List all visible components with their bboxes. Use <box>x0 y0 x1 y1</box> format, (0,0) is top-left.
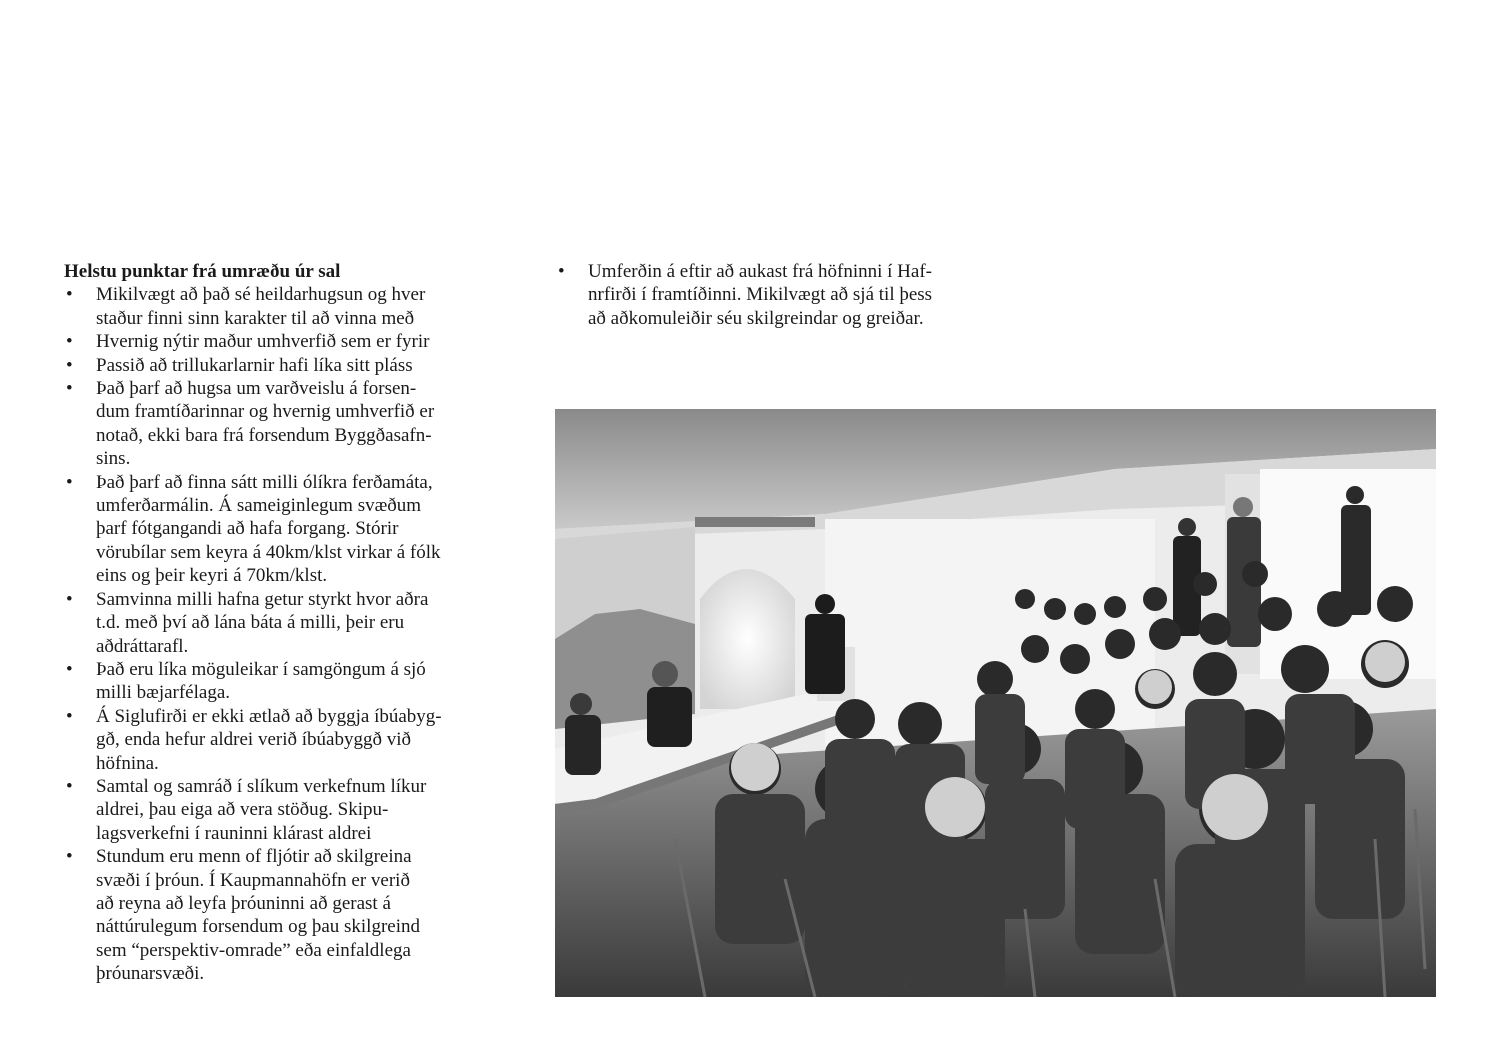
bullet-line: eins og þeir keyri á 70km/klst. <box>96 565 328 587</box>
bullet-line: t.d. með því að lána báta á milli, þeir eru <box>96 612 405 634</box>
right-bullet-list <box>556 260 996 330</box>
bullet-line: vörubílar sem keyra á 40km/klst virkar á fólk <box>96 541 441 563</box>
bullet-item <box>64 658 504 705</box>
bullet-line: Samvinna milli hafna getur styrkt hvor aðra <box>96 588 429 610</box>
bullet-line: nrfirði í framtíðinni. Mikilvægt að sjá til þess <box>588 284 933 306</box>
bullet-item <box>64 588 504 658</box>
bullet-line: Það þarf að hugsa um varðveislu á forsen- <box>96 378 417 400</box>
bullet-item <box>64 283 504 330</box>
left-text-column <box>64 260 504 986</box>
bullet-item <box>64 845 504 985</box>
bullet-item <box>64 330 504 353</box>
meeting-photo-illustration <box>555 409 1436 997</box>
bullet-line: Á Siglufirði er ekki ætlað að byggja íbúabyg- <box>96 705 442 727</box>
bullet-item <box>64 705 504 775</box>
bullet-line: umferðarmálin. Á sameiginlegum svæðum <box>96 495 422 517</box>
bullet-line: svæði í þróun. Í Kaupmannahöfn er verið <box>96 869 410 891</box>
bullet-item <box>556 260 996 330</box>
bullet-line: að reyna að leyfa þróuninni að gerast á <box>96 892 391 914</box>
bullet-line: þróunarsvæði. <box>96 963 205 985</box>
bullet-line: milli bæjarfélaga. <box>96 682 231 704</box>
bullet-line: Samtal og samráð í slíkum verkefnum líkur <box>96 775 427 797</box>
bullet-line: náttúrulegum forsendum og þau skilgreind <box>96 916 420 938</box>
bullet-line: aðdráttarafl. <box>96 635 189 657</box>
bullet-line: sem “perspektiv-omrade” eða einfaldlega <box>96 939 411 961</box>
bullet-item <box>64 471 504 588</box>
bullet-line: staður finni sinn karakter til að vinna með <box>96 307 415 329</box>
bullet-line: Hvernig nýtir maður umhverfið sem er fyrir <box>96 331 430 353</box>
bullet-item <box>64 354 504 377</box>
bullet-line: notað, ekki bara frá forsendum Byggðasafn- <box>96 424 432 446</box>
bullet-line: Það þarf að finna sátt milli ólíkra ferðamáta, <box>96 471 433 493</box>
bullet-line: Umferðin á eftir að aukast frá höfninni í Haf- <box>588 261 932 282</box>
bullet-item <box>64 775 504 845</box>
bullet-line: sins. <box>96 448 131 470</box>
bullet-line: Mikilvægt að það sé heildarhugsun og hver <box>96 284 426 306</box>
bullet-line: Passið að trillukarlarnir hafi líka sitt pláss <box>96 354 413 376</box>
left-bullet-list <box>64 283 504 985</box>
bullet-line: Stundum eru menn of fljótir að skilgreina <box>96 846 412 868</box>
bullet-line: höfnina. <box>96 752 159 774</box>
section-heading: Helstu punktar frá umræðu úr sal <box>64 261 341 282</box>
right-text-column <box>556 260 996 330</box>
bullet-line: lagsverkefni í rauninni klárast aldrei <box>96 822 372 844</box>
bullet-line: þarf fótgangandi að hafa forgang. Stórir <box>96 518 399 540</box>
bullet-line: að aðkomuleiðir séu skilgreindar og greiðar. <box>588 307 924 329</box>
meeting-photo <box>555 409 1436 997</box>
bullet-item <box>64 377 504 471</box>
bullet-line: aldrei, þau eiga að vera stöðug. Skipu- <box>96 799 389 821</box>
bullet-line: gð, enda hefur aldrei verið íbúabyggð við <box>96 729 411 751</box>
bullet-line: dum framtíðarinnar og hvernig umhverfið er <box>96 401 435 423</box>
bullet-line: Það eru líka möguleikar í samgöngum á sjó <box>96 658 426 680</box>
